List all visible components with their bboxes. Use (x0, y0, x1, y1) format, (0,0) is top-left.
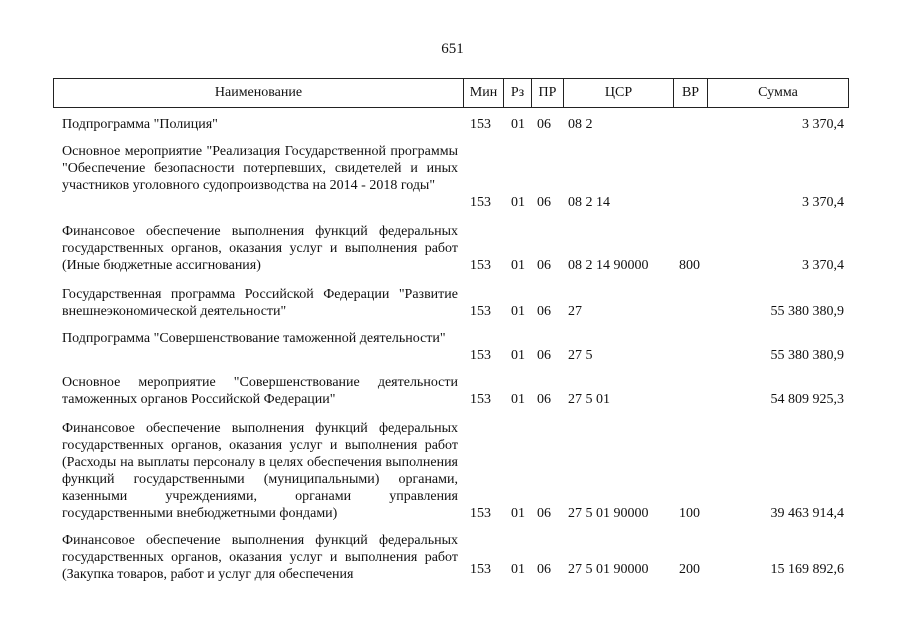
row-sum: 39 463 914,4 (770, 506, 844, 521)
row-name: Финансовое обеспечение выполнения функций федеральных государственных органов, оказания услуг и выполнения работ (Иные бюджетные ассигнования) (62, 224, 458, 273)
row-csr: 08 2 (568, 117, 593, 132)
row-pr: 06 (537, 258, 551, 273)
row-min: 153 (470, 562, 491, 577)
row-min: 153 (470, 195, 491, 210)
row-sum: 55 380 380,9 (770, 304, 844, 319)
row-sum: 54 809 925,3 (770, 392, 844, 407)
row-pr: 06 (537, 304, 551, 319)
row-pr: 06 (537, 506, 551, 521)
row-csr: 27 5 01 (568, 392, 610, 407)
row-pr: 06 (537, 348, 551, 363)
header-rz: Рз (503, 79, 531, 107)
row-min: 153 (470, 304, 491, 319)
row-rz: 01 (511, 258, 525, 273)
row-vr: 800 (679, 258, 700, 273)
row-name: Подпрограмма "Полиция" (62, 117, 218, 132)
row-min: 153 (470, 506, 491, 521)
row-min: 153 (470, 392, 491, 407)
row-sum: 15 169 892,6 (770, 562, 844, 577)
row-name: Основное мероприятие "Совершенствование деятельности таможенных органов Российской Федерации" (62, 375, 458, 407)
row-rz: 01 (511, 195, 525, 210)
row-rz: 01 (511, 506, 525, 521)
row-csr: 27 5 01 90000 (568, 562, 649, 577)
row-vr: 100 (679, 506, 700, 521)
header-csr: ЦСР (563, 79, 673, 107)
row-pr: 06 (537, 195, 551, 210)
header-pr: ПР (531, 79, 563, 107)
page-number: 651 (441, 41, 464, 57)
row-rz: 01 (511, 304, 525, 319)
row-name: Финансовое обеспечение выполнения функций федеральных государственных органов, оказания услуг и выполнения работ (Закупка товаров, работ и услуг для обеспечения (62, 533, 458, 582)
row-vr: 200 (679, 562, 700, 577)
row-name: Финансовое обеспечение выполнения функций федеральных государственных органов, оказания услуг и выполнения работ (Расходы на выплаты персоналу в целях обеспечения выполнения функций государственными (муниципальными) органами, казенными учреждениями, органами управления государственными внебюджетными фондами) (62, 421, 458, 521)
row-sum: 3 370,4 (802, 117, 844, 132)
row-min: 153 (470, 258, 491, 273)
row-rz: 01 (511, 392, 525, 407)
row-csr: 08 2 14 (568, 195, 610, 210)
row-csr: 27 5 01 90000 (568, 506, 649, 521)
row-csr: 27 (568, 304, 582, 319)
row-csr: 08 2 14 90000 (568, 258, 649, 273)
row-sum: 55 380 380,9 (770, 348, 844, 363)
header-name: Наименование (214, 85, 303, 100)
row-name: Подпрограмма "Совершенствование таможенной деятельности" (62, 331, 446, 346)
row-rz: 01 (511, 348, 525, 363)
row-name: Государственная программа Российской Федерации "Развитие внешнеэкономической деятельности" (62, 287, 458, 319)
row-sum: 3 370,4 (802, 258, 844, 273)
header-vr: ВР (673, 79, 707, 107)
row-sum: 3 370,4 (802, 195, 844, 210)
header-min: Мин (463, 79, 503, 107)
header-sum: Сумма (707, 79, 848, 107)
row-csr: 27 5 (568, 348, 593, 363)
row-rz: 01 (511, 562, 525, 577)
row-min: 153 (470, 117, 491, 132)
row-rz: 01 (511, 117, 525, 132)
row-min: 153 (470, 348, 491, 363)
row-pr: 06 (537, 562, 551, 577)
row-pr: 06 (537, 392, 551, 407)
row-pr: 06 (537, 117, 551, 132)
row-name: Основное мероприятие "Реализация Государственной программы "Обеспечение безопасности потерпевших, свидетелей и иных участников уголовного судопроизводства на 2014 - 2018 годы" (62, 144, 458, 193)
